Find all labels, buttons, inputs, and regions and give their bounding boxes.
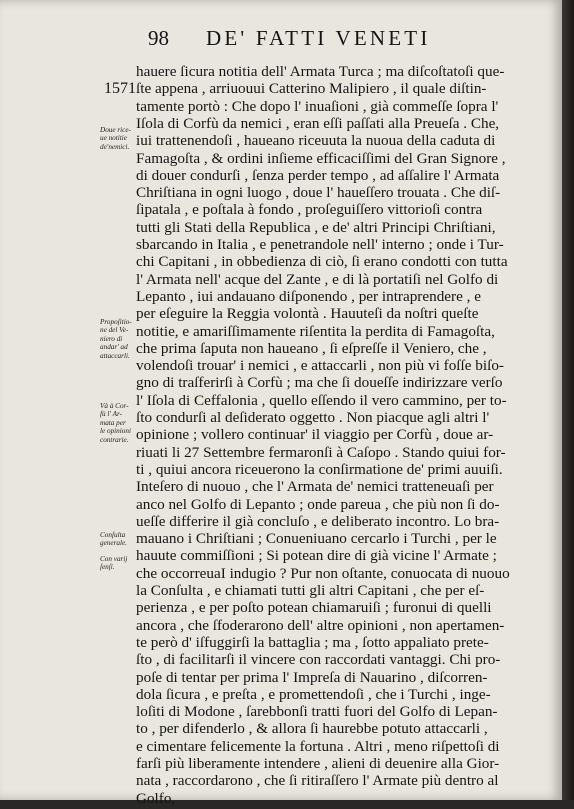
- text-line: tutti gli Stati della Republica , e de' altri Principi Chriſtiani,: [136, 218, 496, 236]
- text-line: volendoſi trouar' i nemici , e attaccarli , non più vi foſſe biſo-: [136, 357, 504, 375]
- text-line: per eſeguire la Reggia volontà . Hauuteſi da noſtri queſte: [136, 305, 479, 323]
- text-line: to , per difenderlo , & allora ſi haurebbe potuto attaccarli ,: [136, 720, 488, 738]
- margin-note-line: ne del Ve-: [100, 326, 129, 335]
- margin-note-line: Propoſitio-: [100, 318, 132, 326]
- text-line: ſte appena , arriuouui Catterino Malipiero , il quale diſtin-: [136, 80, 487, 98]
- text-line: loſiti di Modone , ſarebbonſi tratti fuori del Golfo di Lepan-: [136, 703, 498, 721]
- margin-note-line: mata per: [100, 418, 126, 427]
- running-title: DE' FATTI VENETI: [206, 26, 431, 50]
- page-header: [148, 26, 508, 56]
- text-line: hauere ſicura notitia dell' Armata Turca ; ma diſcoſtatoſi que-: [136, 63, 505, 80]
- margin-note-line: contrarie.: [100, 435, 129, 444]
- text-line: dola ſicura , e preſta , e promettendoſi , che i Turchi , inge-: [136, 685, 491, 703]
- margin-note-line: Và à Cor-: [100, 402, 129, 410]
- text-line: anco nel Golfo di Lepanto ; onde pareua , che più non ſi do-: [136, 495, 500, 513]
- text-line: opinione ; vollero continuar' il viaggio per Corfù , doue ar-: [136, 426, 494, 444]
- margin-year: 1571: [104, 80, 136, 97]
- margin-note: [100, 126, 142, 151]
- margin-note-line: ue notitie: [100, 134, 127, 143]
- text-line: chi Capitani , in obbedienza di ciò, ſi erano condotti con tutta: [136, 253, 508, 271]
- text-line: che occorreuaI indugio ? Pur non oſtante, conuocata di nuouo: [136, 564, 510, 582]
- margin-note-line: le opinioni: [100, 427, 131, 436]
- page-edge-shadow: [562, 0, 574, 800]
- text-line: Famagoſta , & ordini inſieme efficaciſſimi del Gran Signore ,: [136, 149, 506, 167]
- margin-note: [100, 402, 142, 444]
- margin-note-line: Conſulta: [100, 531, 126, 539]
- text-line: te però d' iſfuggirſi la battaglia ; ma , ſotto appaliato prete-: [136, 633, 489, 651]
- margin-note: [100, 555, 142, 572]
- text-line: riuati li 27 Settembre fermaronſi à Caſopo . Stando quiui for-: [136, 443, 506, 461]
- text-line: notitie, e amariſſimamente riſentita la perdita di Famagoſta,: [136, 322, 495, 340]
- text-line: ancora , che ſfoderarono dell' altre opinioni , non apertamen-: [136, 616, 505, 634]
- margin-note-line: ſenſi.: [100, 563, 115, 572]
- margin-note-line: de'nemici.: [100, 142, 130, 151]
- text-line: gno di traſferirſi à Corfù ; ma che ſi doueſſe indirizzare verſo: [136, 374, 503, 392]
- page-number: 98: [148, 26, 169, 50]
- text-line: Iſola di Corfù da nemici , eran eſſi paſſati alla Preueſa . Che,: [136, 114, 500, 132]
- text-line: nata , raccordarono , che ſi ritiraſſero l' Armate più dentro al: [136, 772, 499, 790]
- text-line: mauano i Chriſtiani ; Conueniuano cercarlo i Turchi , per le: [136, 530, 497, 548]
- text-line: l' Iſola di Ceffalonia , quello eſſendo il vero cammino, per to-: [136, 391, 507, 409]
- text-line: iui trattenendoſi , haueano riceuuta la nuoua della caduta di: [136, 132, 496, 150]
- text-line: poſe di tentar per prima l' Impreſa di Nauarino , diſcorren-: [136, 668, 488, 686]
- text-line: Chriſtiana in ogni luogo , doue l' haueſſero trouata . Che diſ-: [136, 184, 501, 202]
- margin-note-line: andar' ad: [100, 343, 128, 352]
- margin-note: [100, 531, 142, 548]
- text-line: ſto condurſi al deſiderato oggetto . Non piacque agli altri l': [136, 409, 490, 426]
- margin-note: [100, 318, 142, 360]
- text-line: ſto , di facilitarſi il vincere con raccordati vantaggi. Chi pro-: [136, 651, 501, 669]
- margin-note-line: Doue rice-: [100, 126, 131, 134]
- text-line: Lepanto , iui andauano diſponendo , per intraprendere , e: [136, 287, 481, 305]
- text-line: sbarcando in Italia , e penetrandole nell' interno ; onde i Tur-: [136, 236, 504, 253]
- text-line: l' Armata nell' acque del Zante , e di là portatiſi nel Golfo di: [136, 270, 499, 288]
- margin-note-line: attaccarli.: [100, 351, 130, 360]
- text-line: ſipatala , e poſtala à fondo , proſeguiſſero vittorioſi contra: [136, 201, 483, 219]
- text-line: che prima ſaputa non haueano , ſi eſpreſſe il Veniero, che ,: [136, 339, 487, 357]
- margin-note-line: Con varij: [100, 555, 128, 563]
- margin-note-line: fù l' Ar-: [100, 410, 123, 419]
- text-line: di douer condurſi , ſenza perder tempo , ad aſſalire l' Armata: [136, 166, 500, 184]
- text-line: ti , quiui ancora riceuerono la conſirmatione de' primi auuiſi.: [136, 460, 503, 478]
- text-line: e cimentare felicemente la fortuna . Altri , meno riſpettoſi di: [136, 737, 500, 755]
- text-line: tamente portò : Che dopo l' inuaſioni , già commeſſe ſopra l': [136, 97, 499, 115]
- margin-note-line: niero di: [100, 334, 123, 343]
- text-line: Inteſero di nuouo , che l' Armata de' nemici tratteneuaſi per: [136, 478, 494, 496]
- margin-note-line: generale.: [100, 539, 127, 548]
- text-line: Golfo,: [136, 789, 176, 807]
- text-line: hauute commiſſioni ; Si potean dire di già vicine l' Armate ;: [136, 547, 497, 565]
- text-line: ueſſe differire il già concluſo , e deliberato incontro. Lo bra-: [136, 512, 500, 530]
- text-line: farſi più liberamente intendere , alieni di deuenire alla Gior-: [136, 755, 500, 772]
- text-line: perienza , e per poſto potean chiamaruiſi ; furonui di quelli: [136, 599, 492, 617]
- text-line: la Conſulta , e chiamati tutti gli altri Capitani , che per eſ-: [136, 582, 485, 599]
